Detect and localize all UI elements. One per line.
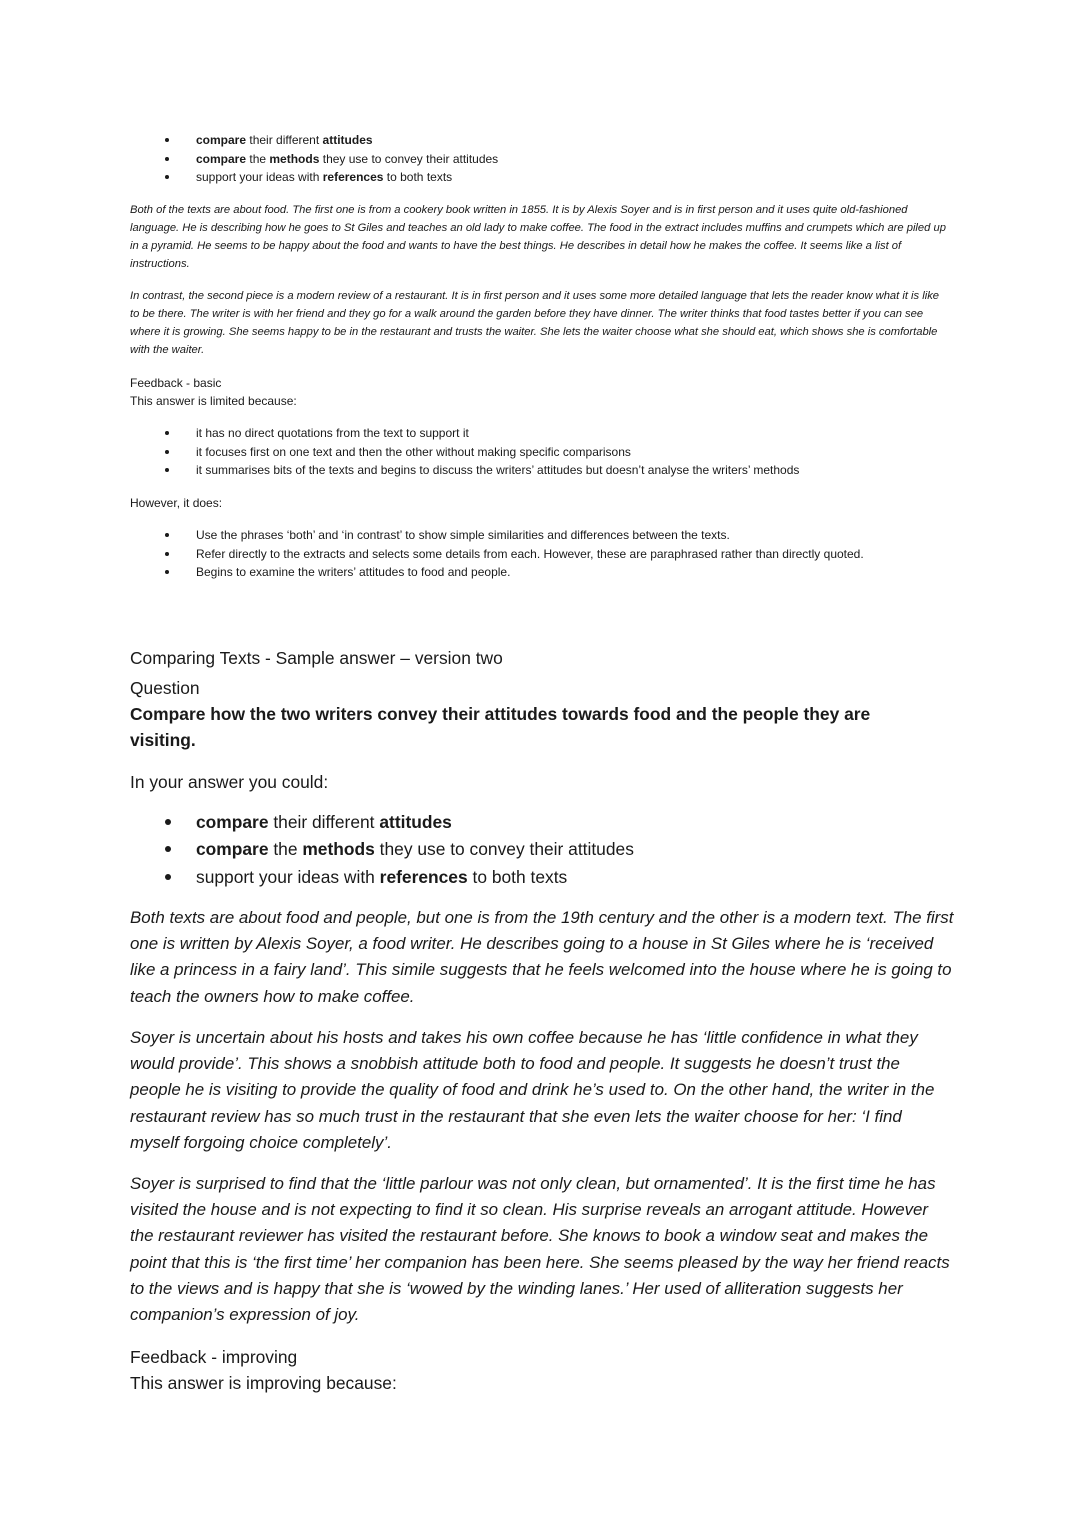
- answer-paragraph-3: Soyer is surprised to find that the ‘little parlour was not only clean, but ornamented’. It is the first time he has visited the house and is not expecting to find it so clean. His surprise reveals an arrogant attitude. However the restaurant reviewer has visited the restaurant before. She knows to book a window seat and makes the point that this is ‘the first time’ her companion has been here. She seems pleased by the way her friend reacts to the views and is happy that she is ‘wowed by the winding lanes.’ Her used of alliteration suggests her companion’s expression of joy.: [130, 1174, 950, 1325]
- list-item: Use the phrases ‘both’ and ‘in contrast’ to show simple similarities and differences between the texts.: [130, 526, 864, 545]
- list-item: compare the methods they use to convey their attitudes: [130, 836, 634, 863]
- answer-paragraph-2: Soyer is uncertain about his hosts and takes his own coffee because he has ‘little confidence in what they would provide’. This shows a snobbish attitude both to food and people. It suggests he doesn’t trust the people he is visiting to provide the quality of food and drink he’s used to. On the other hand, the writer in the restaurant review has so much trust in the restaurant that she even lets the waiter choose for her: ‘I find myself forgoing choice completely’.: [130, 1028, 935, 1152]
- feedback-intro: This answer is limited because:: [130, 394, 297, 408]
- list-item: compare their different attitudes: [130, 131, 498, 150]
- list-item: Refer directly to the extracts and selects some details from each. However, these are paraphrased rather than directly quoted.: [130, 545, 864, 564]
- feedback-intro-2: This answer is improving because:: [130, 1373, 397, 1393]
- list-item: it focuses first on one text and then the other without making specific comparisons: [130, 443, 799, 462]
- feedback-title-2: Feedback - improving: [130, 1347, 298, 1367]
- list-item: Begins to examine the writers’ attitudes to food and people.: [130, 563, 864, 582]
- list-item: compare the methods they use to convey their attitudes: [130, 150, 498, 169]
- sample-paragraph-2: In contrast, the second piece is a modern review of a restaurant. It is in first person and it uses some more detailed language that lets the reader know what it is like to be there. The writer is with her friend and they go for a walk around the garden before they have dinner. The writer thinks that food tastes better if you can see where it is growing. She seems happy to be in the restaurant and trusts the waiter. She lets the waiter choose what she should eat, which shows she is comfortable with the waiter.: [130, 290, 940, 357]
- feedback-title: Feedback - basic: [130, 376, 222, 390]
- question-text: Compare how the two writers convey their attitudes towards food and the people they are visiting.: [130, 704, 871, 750]
- answer-could-label: In your answer you could:: [130, 772, 329, 792]
- list-item: support your ideas with references to both texts: [130, 864, 634, 891]
- strengths-list: [130, 526, 864, 582]
- answer-paragraph-1: Both texts are about food and people, but one is from the 19th century and the other is a modern text. The first one is written by Alexis Soyer, a food writer. He describes going to a house in St Giles where he is ‘received like a princess in a fairy land’. This simile suggests that he feels welcomed into the house where he is going to teach the owners how to make coffee.: [130, 908, 954, 1006]
- answer-hints-list-large: [130, 809, 634, 891]
- question-label: Question: [130, 678, 200, 698]
- however-label: However, it does:: [130, 496, 223, 510]
- limitations-list: [130, 424, 799, 480]
- list-item: support your ideas with references to both texts: [130, 168, 498, 187]
- sample-paragraph-1: Both of the texts are about food. The first one is from a cookery book written in 1855. It is by Alexis Soyer and is in first person and it uses quite old-fashioned language. He is describing how he goes to St Giles and teaches an old lady to make coffee. The food in the extract includes muffins and crumpets which are piled up in a pyramid. He seems to be happy about the food and wants to have the best things. He describes in detail how he makes the coffee. It seems like a list of instructions.: [130, 204, 946, 271]
- section-title: Comparing Texts - Sample answer – version two: [130, 648, 503, 668]
- list-item: compare their different attitudes: [130, 809, 634, 836]
- list-item: it summarises bits of the texts and begins to discuss the writers’ attitudes but doesn’t analyse the writers’ methods: [130, 461, 799, 480]
- list-item: it has no direct quotations from the text to support it: [130, 424, 799, 443]
- answer-hints-list: [130, 131, 498, 187]
